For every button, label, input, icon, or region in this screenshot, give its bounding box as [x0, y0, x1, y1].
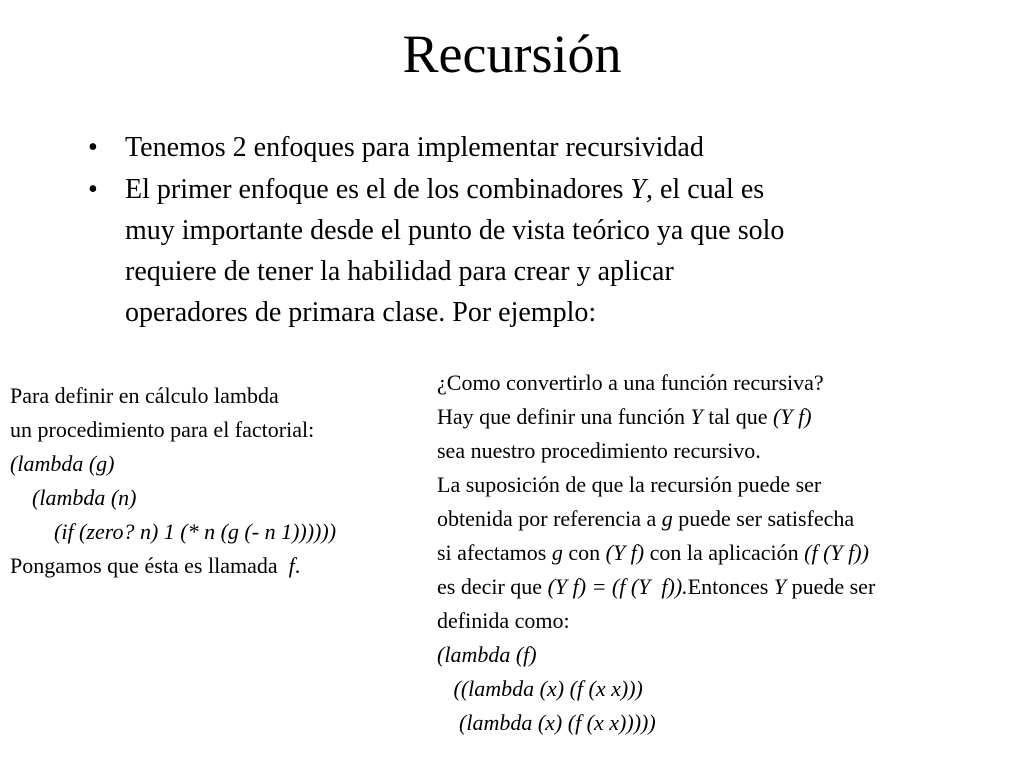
text-span: .	[294, 553, 301, 578]
left-line-1: Para definir en cálculo lambda	[10, 383, 279, 408]
bullet-2-line-4: operadores de primara clase. Por ejemplo:	[125, 297, 597, 328]
left-line-6	[10, 549, 430, 583]
math-expr: (Y f)	[773, 404, 812, 429]
function-f: f	[288, 553, 295, 578]
bullet-list	[88, 127, 948, 334]
y-combinator-line-3: (lambda (x) (f (x x)))))	[437, 710, 656, 735]
bullet-item-2	[88, 169, 948, 333]
text-span: es decir que	[437, 574, 548, 599]
factorial-example	[10, 379, 430, 583]
right-line-3: sea nuestro procedimiento recursivo.	[437, 438, 761, 463]
recursion-explanation	[437, 366, 1022, 740]
text-span: puede ser satisfecha	[672, 506, 855, 531]
text-span: , el cual es	[645, 174, 765, 205]
text-span: Entonces	[687, 574, 774, 599]
right-line-8: definida como:	[437, 608, 570, 633]
math-expr: (f (Y f))	[804, 540, 869, 565]
text-span: con	[562, 540, 606, 565]
right-line-4: La suposición de que la recursión puede ser	[437, 472, 822, 497]
right-line-6	[437, 536, 1022, 570]
math-expr: (Y f) = (f (Y f)).	[547, 574, 688, 599]
bullet-text-1: Tenemos 2 enfoques para implementar recursividad	[125, 132, 704, 163]
bullet-2-line-3: requiere de tener la habilidad para crear y aplicar	[125, 256, 674, 287]
math-g: g	[551, 540, 563, 565]
text-span: obtenida por referencia a	[437, 506, 662, 531]
math-g: g	[661, 506, 673, 531]
left-line-2: un procedimiento para el factorial:	[10, 417, 315, 442]
math-y: Y	[690, 404, 703, 429]
right-line-1: ¿Como convertirlo a una función recursiva?	[437, 370, 824, 395]
bullet-2-line-2: muy importante desde el punto de vista teórico ya que solo	[125, 215, 785, 246]
y-combinator-line-2: ((lambda (x) (f (x x)))	[437, 676, 643, 701]
bullet-marker: •	[88, 132, 98, 163]
bullet-text-2	[125, 169, 948, 333]
text-span: tal que	[702, 404, 774, 429]
text-span: puede ser	[786, 574, 876, 599]
combinator-y: Y	[630, 174, 646, 205]
text-span: El primer enfoque es el de los combinadores	[125, 174, 631, 205]
bullet-marker: •	[88, 174, 98, 205]
right-line-2	[437, 400, 1022, 434]
bullet-item-1	[88, 127, 948, 168]
lambda-code-line-3: (if (zero? n) 1 (* n (g (- n 1))))))	[10, 519, 337, 544]
text-span: con la aplicación	[644, 540, 805, 565]
text-span: si afectamos	[437, 540, 552, 565]
text-span: Hay que definir una función	[437, 404, 691, 429]
text-span: Pongamos que ésta es llamada	[10, 553, 289, 578]
right-line-7	[437, 570, 1022, 604]
right-line-5	[437, 502, 1022, 536]
lambda-code-line-1: (lambda (g)	[10, 451, 115, 476]
y-combinator-line-1: (lambda (f)	[437, 642, 537, 667]
slide-title: Recursión	[402, 24, 622, 84]
math-y: Y	[773, 574, 787, 599]
bullet-2-line-1	[125, 169, 948, 210]
math-expr: (Y f)	[605, 540, 645, 565]
lambda-code-line-2: (lambda (n)	[10, 485, 137, 510]
